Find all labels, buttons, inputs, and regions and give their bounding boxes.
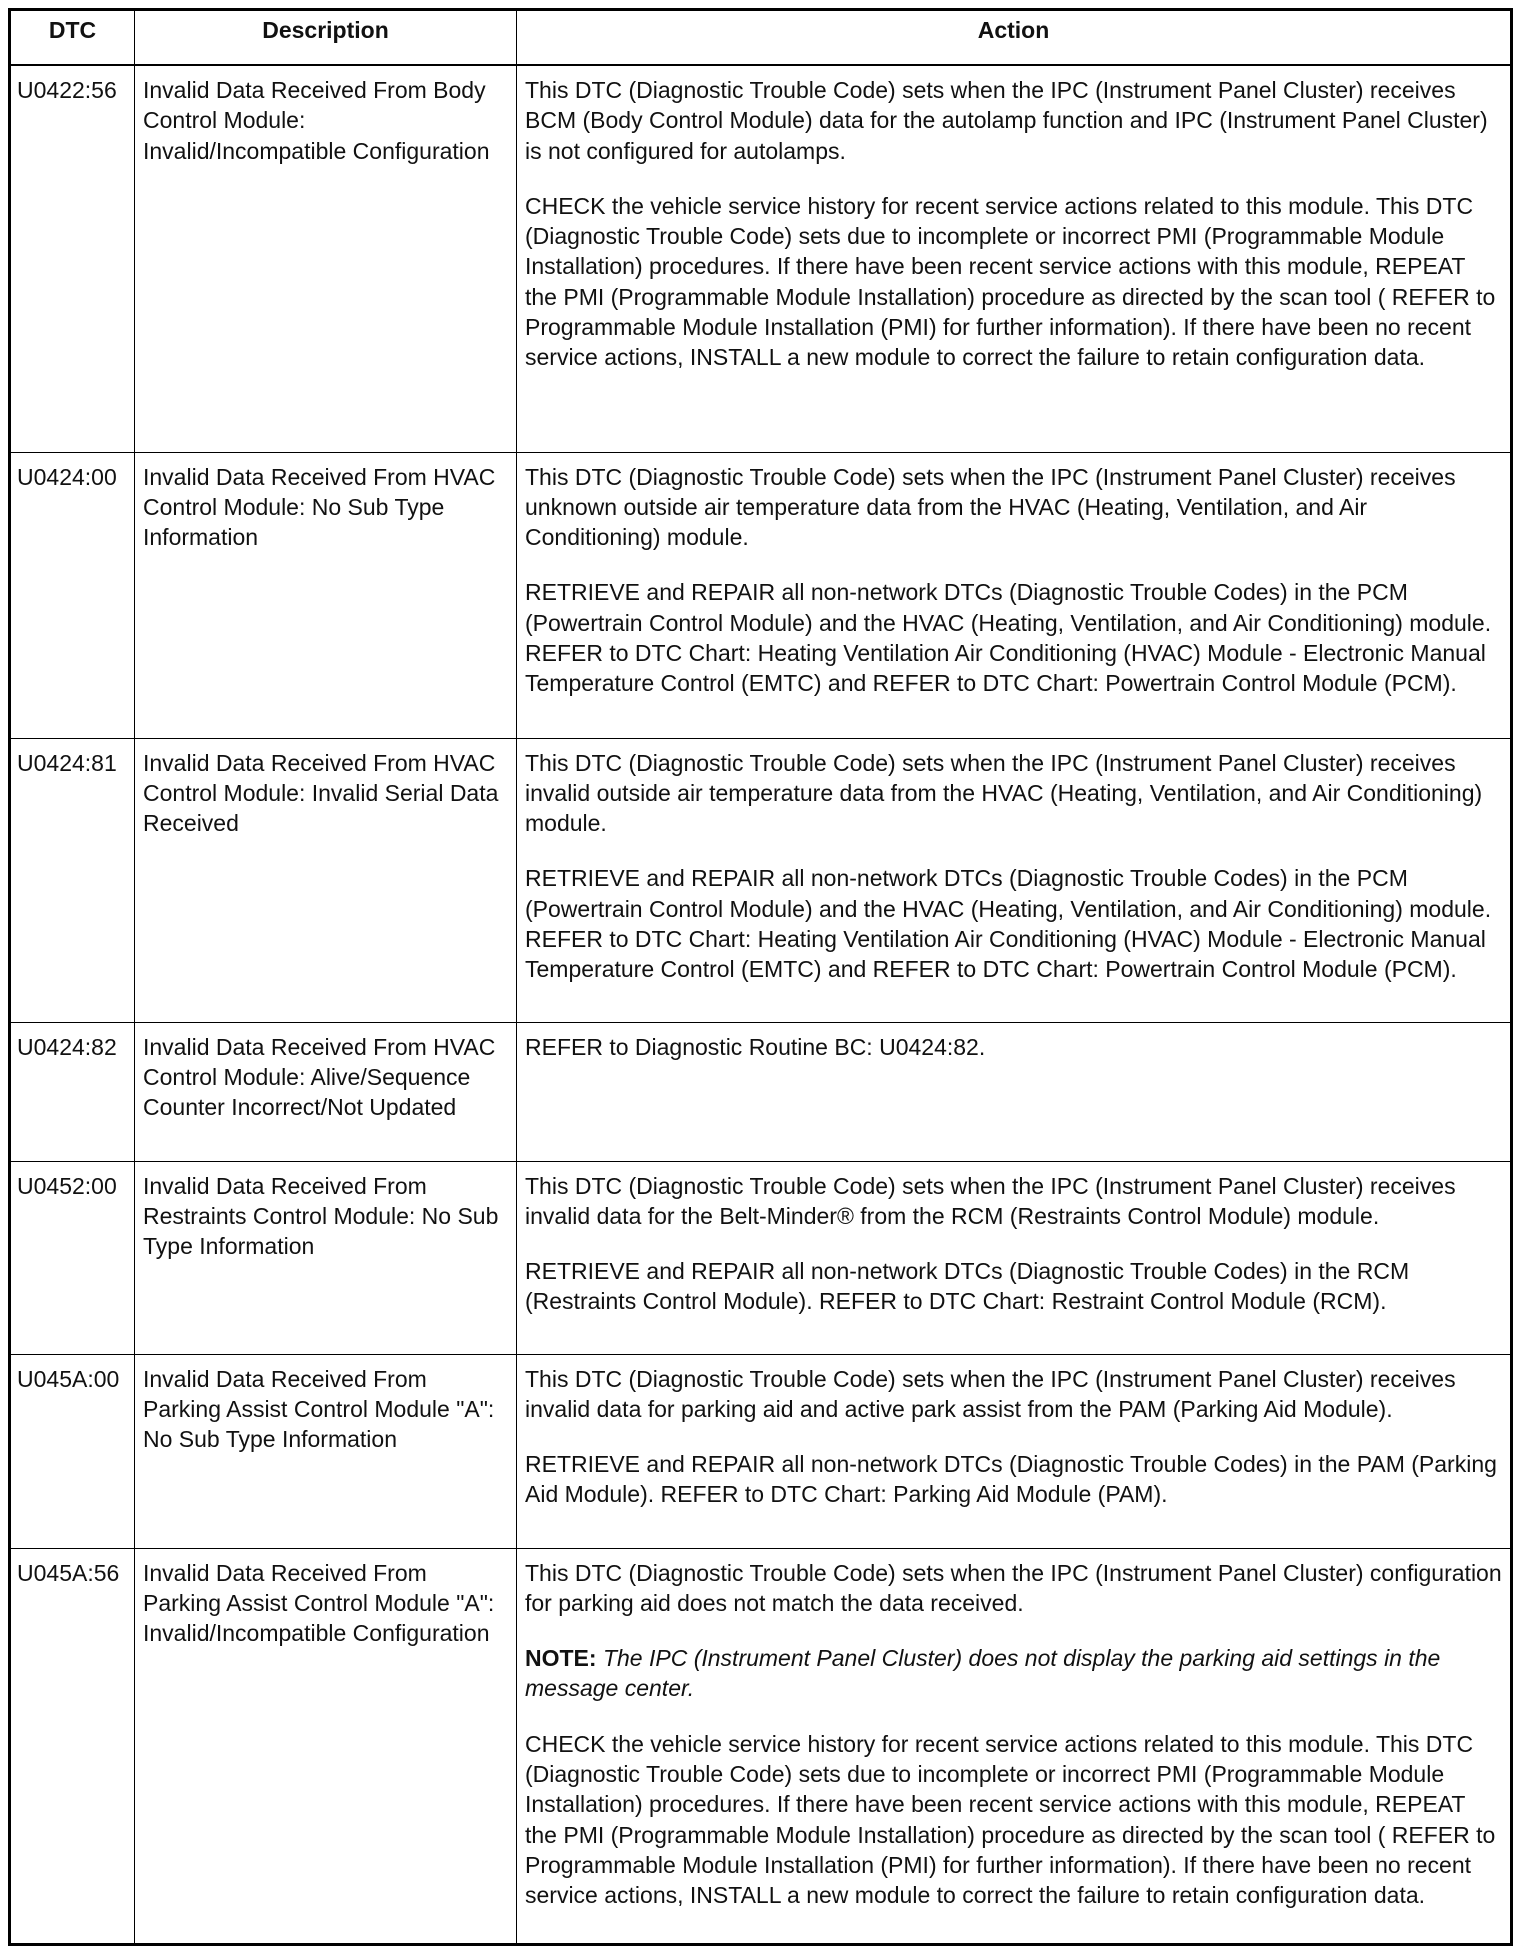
table-row bbox=[10, 65, 1512, 452]
dtc-action bbox=[517, 1161, 1512, 1354]
dtc-action bbox=[517, 738, 1512, 1022]
action-paragraph: RETRIEVE and REPAIR all non-network DTCs (Diagnostic Trouble Codes) in the PCM (Powertrain Control Module) and the HVAC (Heating, Ventilation, and Air Conditioning) module. REFER to DTC Chart: Heating Ventilation Air Conditioning (HVAC) Module - Electronic Manual Temperature Control (EMTC) and REFER to DTC Chart: Powertrain Control Module (PCM). bbox=[525, 865, 1492, 983]
table-row bbox=[10, 452, 1512, 738]
dtc-code: U0452:00 bbox=[10, 1161, 135, 1354]
table-row bbox=[10, 738, 1512, 1022]
dtc-action bbox=[517, 452, 1512, 738]
action-paragraph: RETRIEVE and REPAIR all non-network DTCs (Diagnostic Trouble Codes) in the PAM (Parking Aid Module). REFER to DTC Chart: Parking Aid Module (PAM). bbox=[525, 1451, 1497, 1508]
dtc-action bbox=[517, 1548, 1512, 1944]
dtc-action bbox=[517, 65, 1512, 452]
dtc-description: Invalid Data Received From Parking Assist Control Module "A": No Sub Type Information bbox=[135, 1354, 517, 1548]
dtc-description: Invalid Data Received From Body Control Module: Invalid/Incompatible Configuration bbox=[135, 65, 517, 452]
dtc-description: Invalid Data Received From HVAC Control Module: Invalid Serial Data Received bbox=[135, 738, 517, 1022]
dtc-code: U0424:00 bbox=[10, 452, 135, 738]
action-paragraph: This DTC (Diagnostic Trouble Code) sets when the IPC (Instrument Panel Cluster) configuration for parking aid does not match the data received. bbox=[525, 1559, 1502, 1616]
dtc-description: Invalid Data Received From Restraints Control Module: No Sub Type Information bbox=[135, 1161, 517, 1354]
action-paragraph: This DTC (Diagnostic Trouble Code) sets when the IPC (Instrument Panel Cluster) receives BCM (Body Control Module) data for the autolamp function and IPC (Instrument Panel Cluster) is not configured for autolamps. bbox=[525, 77, 1488, 164]
dtc-description: Invalid Data Received From HVAC Control Module: No Sub Type Information bbox=[135, 452, 517, 738]
dtc-code: U045A:00 bbox=[10, 1354, 135, 1548]
note-text: The IPC (Instrument Panel Cluster) does not display the parking aid settings in the message center. bbox=[525, 1645, 1441, 1702]
action-paragraph: REFER to Diagnostic Routine BC: U0424:82. bbox=[525, 1033, 986, 1060]
note-label: NOTE: bbox=[525, 1645, 597, 1672]
table-row bbox=[10, 1161, 1512, 1354]
header-description: Description bbox=[135, 10, 517, 66]
dtc-code: U0424:81 bbox=[10, 738, 135, 1022]
dtc-description: Invalid Data Received From HVAC Control Module: Alive/Sequence Counter Incorrect/Not Updated bbox=[135, 1022, 517, 1161]
dtc-description: Invalid Data Received From Parking Assist Control Module "A": Invalid/Incompatible Configuration bbox=[135, 1548, 517, 1944]
action-paragraph: This DTC (Diagnostic Trouble Code) sets when the IPC (Instrument Panel Cluster) receives invalid data for parking aid and active park assist from the PAM (Parking Aid Module). bbox=[525, 1365, 1456, 1422]
note bbox=[525, 1643, 1502, 1704]
action-paragraph: This DTC (Diagnostic Trouble Code) sets when the IPC (Instrument Panel Cluster) receives invalid outside air temperature data from the HVAC (Heating, Ventilation, and Air Conditioning) module. bbox=[525, 749, 1483, 837]
action-paragraph: RETRIEVE and REPAIR all non-network DTCs (Diagnostic Trouble Codes) in the RCM (Restraints Control Module). REFER to DTC Chart: Restraint Control Module (RCM). bbox=[525, 1258, 1410, 1315]
dtc-code: U0424:82 bbox=[10, 1022, 135, 1161]
table-row bbox=[10, 1548, 1512, 1944]
header-dtc: DTC bbox=[10, 10, 135, 66]
dtc-code: U045A:56 bbox=[10, 1548, 135, 1944]
dtc-action bbox=[517, 1354, 1512, 1548]
dtc-action bbox=[517, 1022, 1512, 1161]
action-paragraph: RETRIEVE and REPAIR all non-network DTCs (Diagnostic Trouble Codes) in the PCM (Powertrain Control Module) and the HVAC (Heating, Ventilation, and Air Conditioning) module. REFER to DTC Chart: Heating Ventilation Air Conditioning (HVAC) Module - Electronic Manual Temperature Control (EMTC) and REFER to DTC Chart: Powertrain Control Module (PCM). bbox=[525, 579, 1492, 697]
action-paragraph: This DTC (Diagnostic Trouble Code) sets when the IPC (Instrument Panel Cluster) receives invalid data for the Belt-Minder® from the RCM (Restraints Control Module) module. bbox=[525, 1172, 1456, 1229]
header-action: Action bbox=[517, 10, 1512, 66]
action-paragraph: CHECK the vehicle service history for recent service actions related to this module. This DTC (Diagnostic Trouble Code) sets due to incomplete or incorrect PMI (Programmable Module Installation) procedures. If there have been recent service actions with this module, REPEAT the PMI (Programmable Module Installation) procedure as directed by the scan tool ( REFER to Programmable Module Installation (PMI) for further information). If there have been no recent service actions, INSTALL a new module to correct the failure to retain configuration data. bbox=[525, 192, 1496, 371]
dtc-code: U0422:56 bbox=[10, 65, 135, 452]
table-row bbox=[10, 1022, 1512, 1161]
table-row bbox=[10, 1354, 1512, 1548]
action-paragraph: CHECK the vehicle service history for recent service actions related to this module. This DTC (Diagnostic Trouble Code) sets due to incomplete or incorrect PMI (Programmable Module Installation) procedures. If there have been recent service actions with this module, REPEAT the PMI (Programmable Module Installation) procedure as directed by the scan tool ( REFER to Programmable Module Installation (PMI) for further information). If there have been no recent service actions, INSTALL a new module to correct the failure to retain configuration data. bbox=[525, 1730, 1496, 1909]
dtc-table bbox=[8, 8, 1513, 1946]
table-header-row bbox=[10, 10, 1512, 66]
action-paragraph: This DTC (Diagnostic Trouble Code) sets when the IPC (Instrument Panel Cluster) receives unknown outside air temperature data from the HVAC (Heating, Ventilation, and Air Conditioning) module. bbox=[525, 463, 1456, 551]
